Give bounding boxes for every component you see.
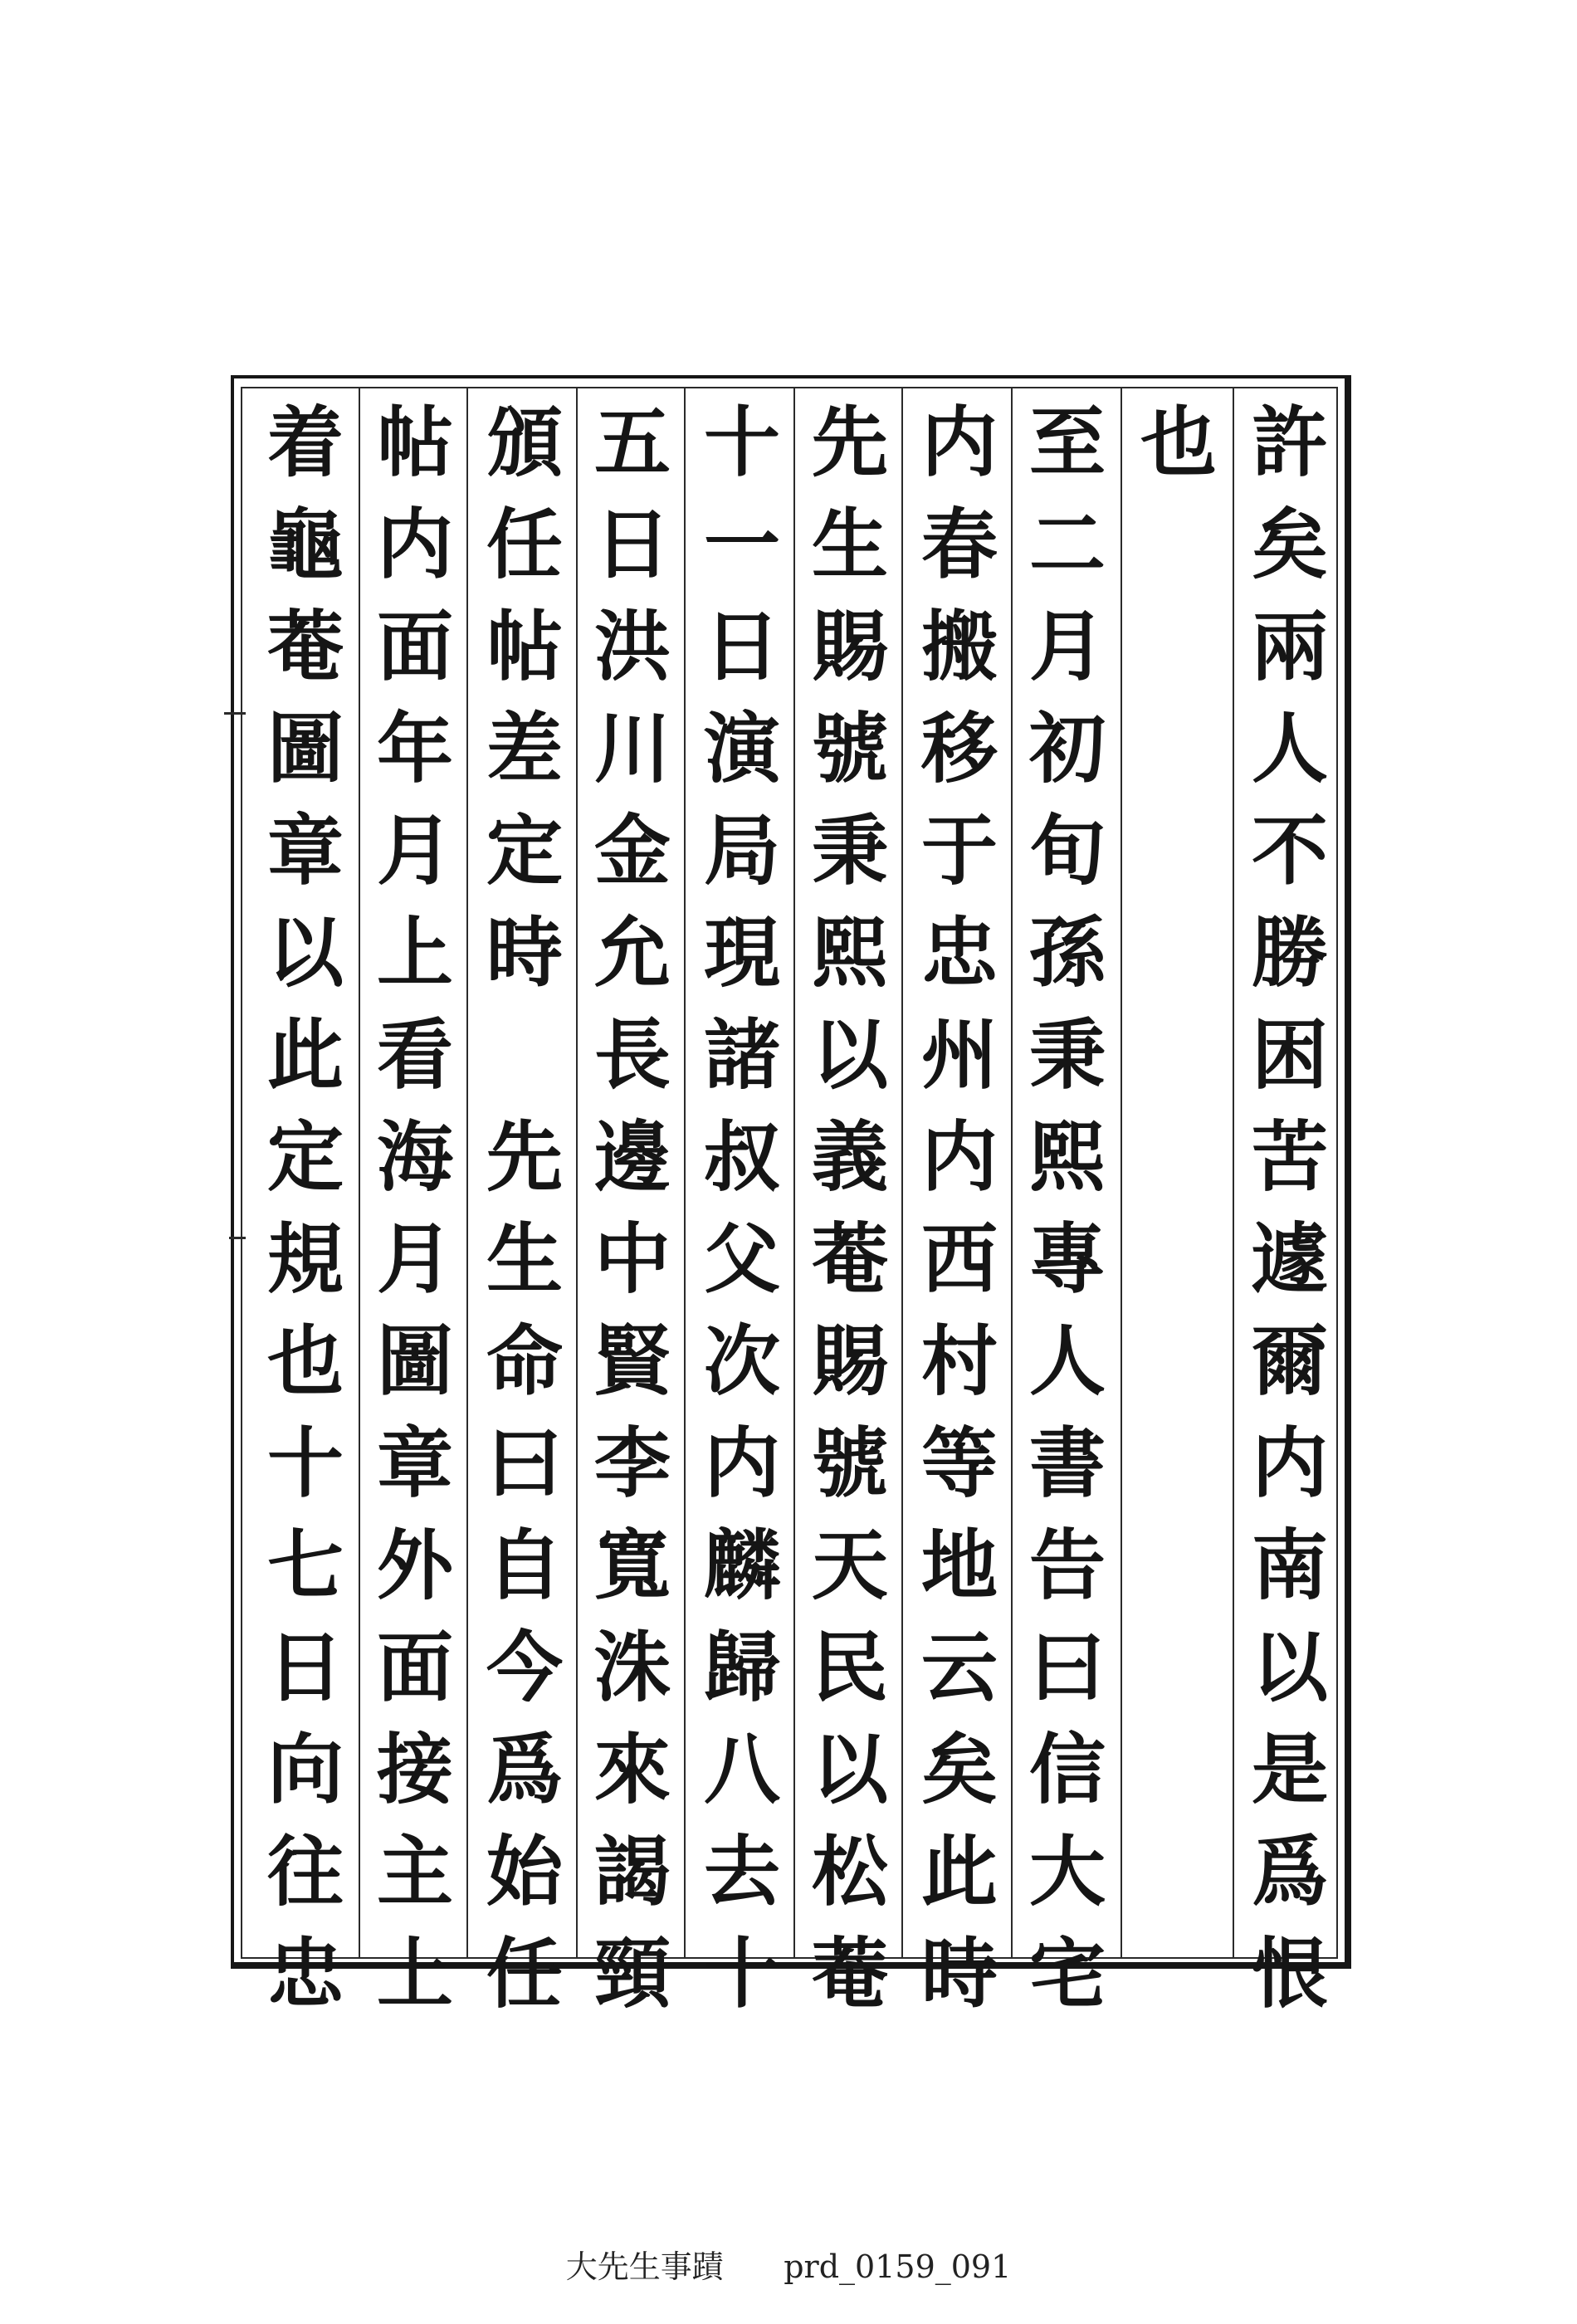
character: 長 bbox=[593, 1010, 671, 1100]
text-column-6 bbox=[691, 392, 793, 2025]
column-rule bbox=[576, 387, 578, 1959]
character: 李 bbox=[593, 1418, 671, 1508]
character: 春 bbox=[920, 500, 998, 589]
character: 歸 bbox=[703, 1623, 780, 1712]
margin-tick bbox=[229, 1237, 246, 1239]
character: 人 bbox=[1251, 704, 1328, 793]
character: 次 bbox=[703, 1316, 780, 1406]
column-rule bbox=[1120, 387, 1122, 1959]
text-column-7 bbox=[581, 392, 684, 2025]
character: 圖 bbox=[266, 704, 344, 793]
character: 金 bbox=[593, 806, 671, 896]
character: 命 bbox=[486, 1316, 563, 1406]
character: 任 bbox=[486, 500, 563, 589]
text-column-8 bbox=[473, 392, 576, 2025]
character: 書 bbox=[1028, 1418, 1106, 1508]
character: 時 bbox=[920, 1929, 998, 2019]
character: 龜 bbox=[266, 500, 344, 589]
character: 忠 bbox=[920, 908, 998, 998]
character: 二 bbox=[1028, 500, 1106, 589]
character: 旬 bbox=[1028, 806, 1106, 896]
character: 十 bbox=[266, 1418, 344, 1508]
character: 面 bbox=[376, 1623, 453, 1712]
column-rule bbox=[793, 387, 795, 1959]
character: 面 bbox=[376, 602, 453, 691]
character: 演 bbox=[703, 704, 780, 793]
footer-code: prd_0159_091 bbox=[784, 2248, 1012, 2285]
character: 洙 bbox=[593, 1623, 671, 1712]
margin-tick bbox=[224, 712, 246, 715]
character: 叔 bbox=[703, 1112, 780, 1202]
character: 賜 bbox=[811, 602, 888, 691]
text-column-4 bbox=[908, 392, 1011, 2025]
character: 規 bbox=[266, 1214, 344, 1304]
character: 宅 bbox=[1028, 1929, 1106, 2019]
character: 南 bbox=[1251, 1521, 1328, 1610]
character: 西 bbox=[920, 1214, 998, 1304]
character: 號 bbox=[811, 1418, 888, 1508]
character: 先 bbox=[486, 1112, 563, 1202]
character: 現 bbox=[703, 908, 780, 998]
column-rule bbox=[901, 387, 903, 1959]
character: 云 bbox=[920, 1623, 998, 1712]
character: 向 bbox=[266, 1725, 344, 1814]
character: 看 bbox=[376, 1010, 453, 1100]
character: 頸 bbox=[593, 1929, 671, 2019]
character: 今 bbox=[486, 1623, 563, 1712]
character: 邊 bbox=[593, 1112, 671, 1202]
character: 菴 bbox=[811, 1214, 888, 1304]
character: 熙 bbox=[811, 908, 888, 998]
character: 允 bbox=[593, 908, 671, 998]
character: 遽 bbox=[1251, 1214, 1328, 1304]
character: 困 bbox=[1251, 1010, 1328, 1100]
character: 時 bbox=[486, 908, 563, 998]
character: 此 bbox=[920, 1827, 998, 1916]
character: 謁 bbox=[593, 1827, 671, 1916]
character: 曰 bbox=[486, 1418, 563, 1508]
character: 以 bbox=[1251, 1623, 1328, 1712]
text-column-10 bbox=[254, 392, 357, 2025]
character: 秉 bbox=[811, 806, 888, 896]
character: 爲 bbox=[1251, 1827, 1328, 1916]
character: 内 bbox=[703, 1418, 780, 1508]
footer-title: 大先生事蹟 bbox=[565, 2248, 724, 2285]
character: 恨 bbox=[1251, 1929, 1328, 2019]
character: 任 bbox=[486, 1929, 563, 2019]
character: 生 bbox=[811, 500, 888, 589]
character: 許 bbox=[1251, 398, 1328, 487]
text-column-2 bbox=[1127, 392, 1230, 494]
character: 義 bbox=[811, 1112, 888, 1202]
character: 章 bbox=[266, 806, 344, 896]
character: 爾 bbox=[1251, 1316, 1328, 1406]
character: 帖 bbox=[376, 398, 453, 487]
character: 初 bbox=[1028, 704, 1106, 793]
column-rule bbox=[1233, 387, 1234, 1959]
column-rule bbox=[466, 387, 468, 1959]
character: 此 bbox=[266, 1010, 344, 1100]
text-column-3 bbox=[1016, 392, 1119, 2025]
character: 外 bbox=[376, 1521, 453, 1610]
character: 不 bbox=[1251, 806, 1328, 896]
character: 大 bbox=[1028, 1827, 1106, 1916]
character: 七 bbox=[266, 1521, 344, 1610]
character: 帖 bbox=[486, 602, 563, 691]
character: 賜 bbox=[811, 1316, 888, 1406]
character: 地 bbox=[920, 1521, 998, 1610]
character: 一 bbox=[703, 500, 780, 589]
character: 也 bbox=[266, 1316, 344, 1406]
column-rule bbox=[1011, 387, 1013, 1959]
character: 定 bbox=[266, 1112, 344, 1202]
character: 以 bbox=[811, 1010, 888, 1100]
page-footer bbox=[0, 2241, 1577, 2287]
text-column-9 bbox=[364, 392, 466, 2025]
character: 村 bbox=[920, 1316, 998, 1406]
character: 移 bbox=[920, 704, 998, 793]
character: 于 bbox=[920, 806, 998, 896]
character: 頒 bbox=[486, 398, 563, 487]
character: 矣 bbox=[1251, 500, 1328, 589]
character: 去 bbox=[703, 1827, 780, 1916]
character: 月 bbox=[1028, 602, 1106, 691]
column-rule bbox=[684, 387, 686, 1959]
character: 孫 bbox=[1028, 908, 1106, 998]
character: 矣 bbox=[920, 1725, 998, 1814]
character: 内 bbox=[376, 500, 453, 589]
character: 日 bbox=[266, 1623, 344, 1712]
character: 民 bbox=[811, 1623, 888, 1712]
character: 内 bbox=[920, 398, 998, 487]
character: 局 bbox=[703, 806, 780, 896]
character: 十 bbox=[703, 1929, 780, 2019]
character: 内 bbox=[920, 1112, 998, 1202]
character: 洪 bbox=[593, 602, 671, 691]
character: 專 bbox=[1028, 1214, 1106, 1304]
character: 秉 bbox=[1028, 1010, 1106, 1100]
character: 松 bbox=[811, 1827, 888, 1916]
character: 定 bbox=[486, 806, 563, 896]
character: 五 bbox=[593, 398, 671, 487]
character: 至 bbox=[1028, 398, 1106, 487]
character: 海 bbox=[376, 1112, 453, 1202]
character: 是 bbox=[1251, 1725, 1328, 1814]
character: 差 bbox=[486, 704, 563, 793]
character: 來 bbox=[593, 1725, 671, 1814]
character: 中 bbox=[593, 1214, 671, 1304]
character: 始 bbox=[486, 1827, 563, 1916]
character: 上 bbox=[376, 1929, 453, 2019]
character: 父 bbox=[703, 1214, 780, 1304]
character: 自 bbox=[486, 1521, 563, 1610]
character: 章 bbox=[376, 1418, 453, 1508]
character: 日 bbox=[703, 602, 780, 691]
character: 寬 bbox=[593, 1521, 671, 1610]
character: 往 bbox=[266, 1827, 344, 1916]
character: 川 bbox=[593, 704, 671, 793]
character: 熙 bbox=[1028, 1112, 1106, 1202]
character: 爲 bbox=[486, 1725, 563, 1814]
character: 着 bbox=[266, 398, 344, 487]
character: 内 bbox=[1251, 1418, 1328, 1508]
character: 先 bbox=[811, 398, 888, 487]
character: 天 bbox=[811, 1521, 888, 1610]
column-rule bbox=[359, 387, 360, 1959]
character: 月 bbox=[376, 806, 453, 896]
character: 生 bbox=[486, 1214, 563, 1304]
character: 忠 bbox=[266, 1929, 344, 2019]
character: 告 bbox=[1028, 1521, 1106, 1610]
character: 以 bbox=[266, 908, 344, 998]
character: 苦 bbox=[1251, 1112, 1328, 1202]
character: 信 bbox=[1028, 1725, 1106, 1814]
character: 等 bbox=[920, 1418, 998, 1508]
character: 主 bbox=[376, 1827, 453, 1916]
character: 菴 bbox=[811, 1929, 888, 2019]
character: 號 bbox=[811, 704, 888, 793]
character: 諸 bbox=[703, 1010, 780, 1100]
character: 接 bbox=[376, 1725, 453, 1814]
character: 十 bbox=[703, 398, 780, 487]
character: 曰 bbox=[1028, 1623, 1106, 1712]
character: 也 bbox=[1140, 398, 1217, 487]
text-column-1 bbox=[1238, 392, 1341, 2025]
character: 上 bbox=[376, 908, 453, 998]
character: 月 bbox=[376, 1214, 453, 1304]
character: 搬 bbox=[920, 602, 998, 691]
character: 八 bbox=[703, 1725, 780, 1814]
character: 勝 bbox=[1251, 908, 1328, 998]
character: 年 bbox=[376, 704, 453, 793]
character: 日 bbox=[593, 500, 671, 589]
character: 賢 bbox=[593, 1316, 671, 1406]
character: 兩 bbox=[1251, 602, 1328, 691]
character: 圖 bbox=[376, 1316, 453, 1406]
character: 以 bbox=[811, 1725, 888, 1814]
character: 菴 bbox=[266, 602, 344, 691]
character: 人 bbox=[1028, 1316, 1106, 1406]
frame-right-edge bbox=[1345, 375, 1351, 1969]
text-column-5 bbox=[798, 392, 901, 2025]
character: 麟 bbox=[703, 1521, 780, 1610]
character: 州 bbox=[920, 1010, 998, 1100]
